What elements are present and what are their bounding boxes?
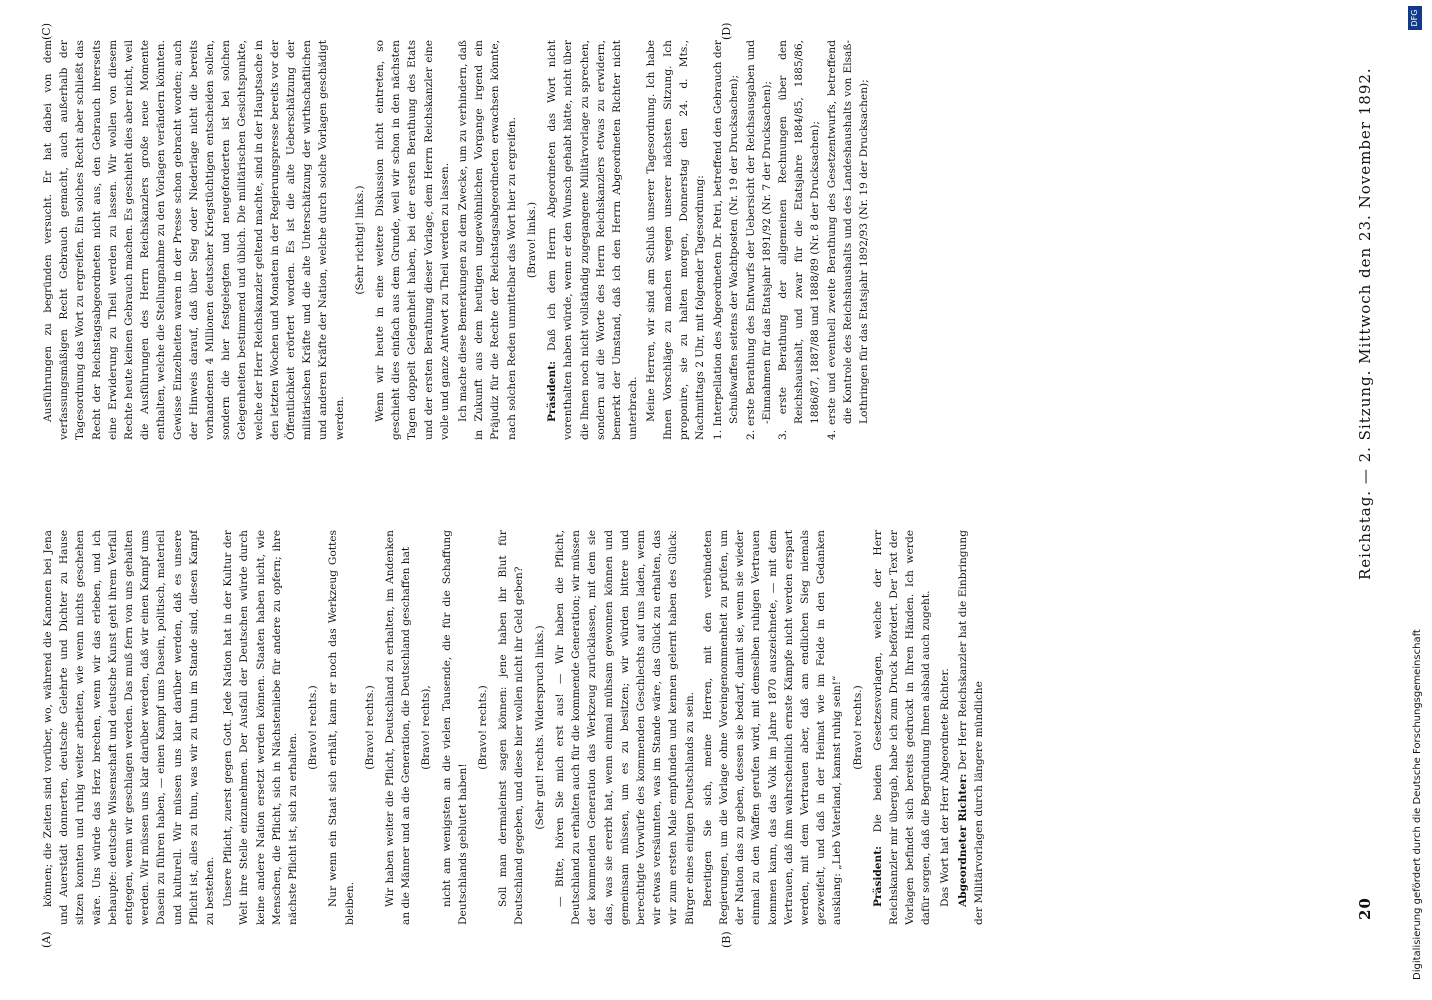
speech-text: Der Herr Reichskanzler hat die Einbringung der Militärvorlagen durch längere mündliche: [956, 530, 985, 925]
paragraph: Wenn wir heute in eine weitere Diskussion nicht eintreten, so geschieht dies einfach aus dem Grunde, weil wir schon in den nächsten Tagen doppelt Gelegenheit haben, bei der ersten Berathung des Etats und der ersten Berathung dieser Vorlage, dem Herrn Reichskanzler eine volle und ganze Antwort zu Theil werden zu lassen.: [374, 40, 451, 440]
dfg-logo: DFG: [1408, 6, 1422, 30]
page-header: [1348, 30, 1388, 920]
speech-text: Daß ich dem Herrn Abgeordneten das Wort nicht vorenthalten haben würde, wenn er den Wunsch gehabt hätte, nicht über die Ihnen noch nicht vollständig zugegangene Militärvorlage zu sprechen, sondern auf die Worte des Herrn Reichskanzlers etwas zu erwidern, bemerkt der Umstand, daß ich den Herrn Abgeordneten Richter nicht unterbrach.: [546, 40, 640, 440]
page-number: 20: [1356, 897, 1374, 920]
paragraph: Das Wort hat der Herr Abgeordnete Richter.: [938, 668, 951, 907]
paragraph: nicht am wenigsten an die vielen Tausende, die für die Schaffung Deutschlands geblutet haben!: [440, 530, 469, 925]
speech-text: Die beiden Gesetzesvorlagen, welche der Herr Reichskanzler mir übergab, habe ich zum Druck befördert. Der Text der Vorlagen befindet sich bereits gedruckt in Ihren Händen. Ich werde dafür sorgen, daß die Begründung Ihnen alsbald auch zugeht.: [871, 530, 933, 925]
speaker-label: Präsident:: [871, 845, 884, 907]
paragraph: Wir haben weiter die Pflicht, Deutschland zu erhalten, im Andenken an die Männer und an die Generation, die Deutschland geschaffen hat: [384, 530, 413, 925]
paragraph: Soll man dermaleinst sagen können: jene haben ihr Blut für Deutschland gegeben, und diese hier wollen nicht ihr Geld geben?: [497, 530, 526, 925]
interjection: (Bravo! rechts.): [307, 685, 320, 770]
interjection: (Sehr richtig! links.): [353, 185, 366, 295]
margin-letter-c: (C): [40, 23, 53, 40]
paragraph: Ich mache diese Bemerkungen zu dem Zwecke, um zu verhindern, daß in Zukunft aus dem heutigen ungewöhnlichen Vorgange irgend ein Präjudiz für die Rechte der Reichstagsabgeordneten erwachsen könnte, nach solchen Reden unmittelbar das Wort hier zu ergreifen.: [457, 40, 518, 440]
paragraph: Bereitigen Sie sich, meine Herren, mit den verbündeten Regierungen, um die Vorlage ohne Voreingenommenheit zu prüfen, um der Nation das zu geben, dessen sie bedarf, damit sie, wenn sie wieder einmal zu den Waffen gerufen wird, mit demselben ruhigen Vertrauen kommen kann, das das Volk im Jahre 1870 auszeichnete, — mit dem Vertrauen, daß ihm wahrscheinlich ernste Kämpfe nicht werden erspart werden, mit dem Vertrauen aber, daß am endlichen Sieg niemals gezweifelt, und daß in der Heimat wie im Felde in den Gedanken ausklang: „Lieb Vaterland, kannst ruhig sein!“: [701, 530, 844, 925]
margin-letter-d: (D): [720, 22, 733, 40]
digitization-footer: [1400, 0, 1432, 1000]
interjection: (Bravo! links.): [525, 201, 538, 279]
left-column: [40, 530, 1335, 925]
paragraph: Meine Herren, wir sind am Schluß unserer Tagesordnung. Ich habe Ihnen Vorschläge zu machen wegen unserer nächsten Sitzung. Ich proponire, sie zu halten morgen, Donnerstag den 24. d. Mts., Nachmittags 2 Uhr, mit folgender Tagesordnung:: [645, 40, 706, 440]
paragraph: [870, 530, 935, 925]
page-title: Reichstag. — 2. Sitzung. Mittwoch den 23. November 1892.: [1356, 67, 1374, 580]
paragraph: Unsere Pflicht, zuerst gegen Gott. Jede Nation hat in der Kultur der Welt ihre Stelle einzunehmen. Der Ausfall der Deutschen würde durch keine andere Nation ersetzt werden können. Staaten haben nicht, wie Menschen, die Pflicht, sich in Nächstenliebe für andere zu opfern; ihre nächste Pflicht ist, sich zu erhalten.: [222, 530, 300, 925]
right-column: [40, 40, 1335, 440]
margin-letter-a: (A): [40, 931, 53, 948]
speaker-label: Abgeordneter Richter:: [956, 773, 969, 907]
interjection: (Sehr gut! rechts. Widerspruch links.): [533, 625, 546, 830]
agenda-item: 1. Interpellation des Abgeordneten Dr. Petri, betreffend den Gebrauch der Schußwaffen seitens der Wachtposten (Nr. 19 der Drucksachen);: [712, 40, 741, 440]
agenda-item: 4. erste und eventuell zweite Berathung des Gesetzentwurfs, betreffend die Kontrole des Reichshaushalts und des Landeshaushalts von Elsaß-Lothringen für das Etatsjahr 1892/93 (Nr. 19 der Drucksachen);: [825, 40, 870, 440]
interjection: (Bravo! rechts),: [420, 685, 433, 770]
paragraph: — Bitte, hören Sie mich erst aus! — Wir haben die Pflicht, Deutschland zu erhalten auch für die kommende Generation; wir müssen der kommenden Generation das Werkzeug zurücklassen, mit dem sie das, was sie ererbt hat, wenn einmal mühsam gewonnen können und gemeinsam müssen, um es zu besitzen; wir würden bittere und berechtigte Vorwürfe des kommenden Geschlechts auf uns laden, wenn wir etwas versäumten, was im Stande wäre, das Glück zu erhalten, das wir zum ersten Male empfunden und kennen gelernt haben des Glück: Bürger eines einigen Deutschlands zu sein.: [553, 530, 696, 925]
paragraph: Ausführungen zu begründen versucht. Er hat dabei von dem verfassungsmäßigen Recht Gebrauch gemacht, auch außerhalb der Tagesordnung das Wort zu ergreifen. Ein solches Recht aber schließt das Recht der Reichstagsabgeordneten nicht aus, den Gebrauch ihrerseits eine Erwiderung zu Theil werden zu lassen. Wir wollen von diesem Rechte heute keinen Gebrauch machen. Es geschieht dies aber nicht, weil die Ausführungen des Herrn Reichskanzlers große neue Momente enthalten, welche die Stellungnahme zu den Vorlagen verändern könnten. Gewisse Einzelheiten waren in der Presse schon gebracht worden; auch der Hinweis darauf, daß über Sieg oder Niederlage nicht die bereits vorhandenen 4 Millionen deutscher Kriegstüchtigen entscheiden sollen, sondern die hier festgelegten und neugeforderten ist bei solchen Gelegenheiten bestimmend und üblich. Die militärischen Gesichtspunkte, welche der Herr Reichskanzler geltend machte, sind in der Hauptsache in den letzten Wochen und Monaten in der Regierungspresse bereits vor der Öffentlichkeit erörtert worden. Es ist die alte Ueberschätzung der militärischen Kräfte und die alte Unterschätzung der wirthschaftlichen und anderen Kräfte der Nation, welche durch solche Vorlagen geschädigt werden.: [42, 40, 346, 440]
paragraph: Nur wenn ein Staat sich erhält, kann er noch das Werkzeug Gottes bleiben.: [327, 530, 356, 925]
paragraph: können; die Zeiten sind vorüber, wo, während die Kanonen bei Jena und Auerstädt donnerten, deutsche Gelehrte und Dichter zu Hause sitzen konnten und ruhig weiter arbeiten, wie wenn nichts geschehen wäre. Uns würde das Herz brechen, wenn wir das erleben, und ich behaupte: deutsche Wissenschaft und deutsche Kunst geht ihrem Verfall entgegen, wenn wir geschlagen werden. Das muß fern von uns gehalten werden. Wir müssen uns klar darüber werden, daß wir einen Kampf ums Dasein zu führen haben, — einen Kampf ums Dasein, politisch, materiell und kulturell. Wir müssen uns klar darüber werden, daß es unsere Pflicht ist, alles zu thun, was wir zu thun im Stande sind, diesen Kampf zu bestehen.: [42, 530, 217, 925]
margin-letter-b: (B): [720, 931, 733, 948]
paragraph: [955, 530, 987, 925]
paragraph: [544, 40, 641, 440]
interjection: (Bravo! rechts.): [477, 685, 490, 770]
interjection: (Bravo! rechts.): [363, 685, 376, 770]
speaker-label: Präsident:: [546, 360, 559, 422]
agenda-item: 3. erste Berathung der allgemeinen Rechnungen über den Reichshaushalt, und zwar für die Etatsjahre 1884/85, 1885/86, 1886/87, 1887/88 und 1888/89 (Nr. 8 der Drucksachen);: [776, 40, 822, 440]
interjection: (Bravo! rechts.): [851, 685, 864, 770]
agenda-item: 2. erste Berathung des Entwurfs der Uebersicht der Reichsausgaben und -Einnahmen für das Etatsjahr 1891/92 (Nr. 7 der Drucksachen);: [744, 40, 773, 440]
footer-text: Digitalisierung gefördert durch die Deutsche Forschungsgemeinschaft: [1412, 629, 1423, 980]
